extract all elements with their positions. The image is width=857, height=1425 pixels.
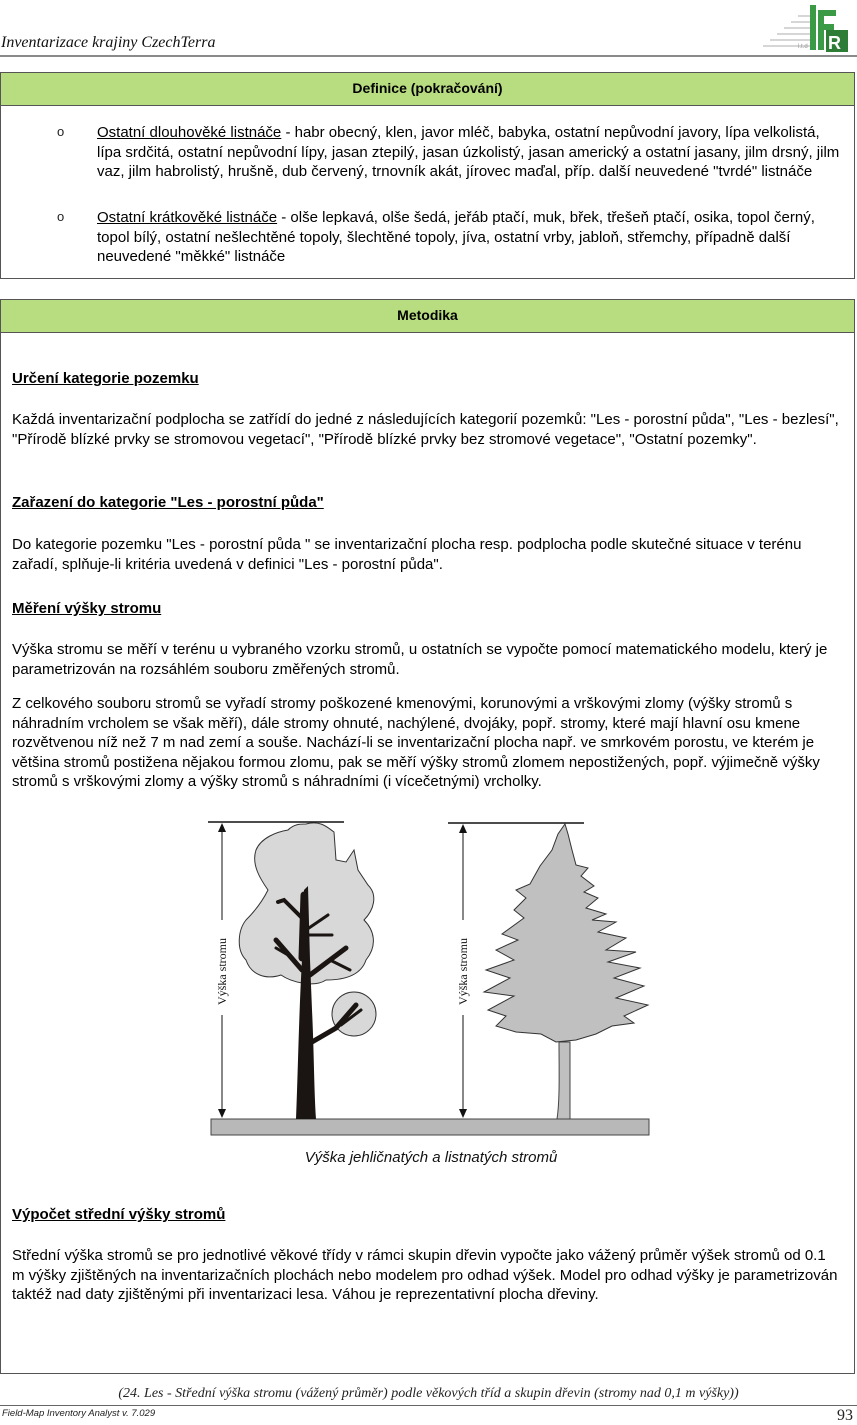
document-title: Inventarizace krajiny CzechTerra — [1, 34, 216, 51]
software-version: Field-Map Inventory Analyst v. 7.029 — [2, 1408, 156, 1419]
table-caption: (24. Les - Střední výška stromu (vážený průměr) podle věkových tříd a skupin dřevin (stromy nad 0,1 m výšky)) — [118, 1386, 739, 1401]
section-heading: Výpočet střední výšky stromů — [12, 1206, 226, 1223]
definitions-box — [0, 72, 855, 279]
left-height-label: Výška stromu — [215, 938, 229, 1005]
definition-description: - olše lepkavá, olše šedá, jeřáb ptačí, muk, břek, třešeň ptačí, osika, topol černý, topol bílý, ostatní nešlechtěné topoly, šlechtěné topoly, jíva, ostatní vrby, jabloň, střemchy, případně další neuvedené "měkké" listnáče — [97, 209, 815, 265]
page-number: 93 — [837, 1407, 853, 1424]
section-heading: Měření výšky stromu — [12, 600, 162, 617]
definition-term: Ostatní krátkověké listnáče — [97, 209, 278, 226]
svg-text:R: R — [828, 33, 841, 53]
paragraph: Výška stromu se měří v terénu u vybraného vzorku stromů, u ostatních se vypočte pomocí matematického modelu, který je parametrizován na rozsáhlém souboru změřených stromů. — [12, 641, 828, 678]
svg-text:l.t.d: l.t.d — [798, 44, 808, 50]
conifer-crown — [484, 824, 648, 1042]
bullet-marker: o — [57, 209, 65, 224]
definition-description: - habr obecný, klen, javor mléč, babyka, ostatní nepůvodní javory, lípa velkolistá, lípa srdčitá, ostatní nepůvodní lípy, jasan ztepilý, jasan úzkolistý, jasan americký a ostatní jasany, jilm drsný, jilm vaz, jilm habrolistý, hrušně, dub červený, trnovník akát, jírovec maďal, příp. další neuvedené "tvrdé" listnáče — [97, 124, 840, 180]
footer-divider — [0, 1405, 857, 1406]
section-heading: Určení kategorie pozemku — [12, 370, 199, 387]
methodology-box-title: Metodika — [1, 300, 854, 333]
paragraph: Do kategorie pozemku "Les - porostní půda " se inventarizační plocha resp. podplocha podle skutečné situace v terénu zařadí, splňuje-li kritéria uvedená v definici "Les - porostní půda". — [12, 536, 802, 573]
definitions-box-title: Definice (pokračování) — [1, 73, 854, 106]
paragraph: Střední výška stromů se pro jednotlivé věkové třídy v rámci skupin dřevin vypočte jako vážený průměr výšek stromů od 0.1 m výšky zjištěných na inventarizačních plochách nebo modelem pro odhad výšek. Model pro odhad výšky je parametrizován taktéž nad daty zjištěnými při inventarizaci lesa. Váhou je reprezentativní plocha dřeviny. — [12, 1247, 838, 1303]
definition-term: Ostatní dlouhověké listnáče — [97, 124, 282, 141]
right-height-label: Výška stromu — [456, 938, 470, 1005]
conifer-trunk — [557, 1042, 570, 1119]
ground-bar — [211, 1119, 649, 1135]
ifer-logo-icon — [758, 2, 854, 54]
tree-height-figure — [196, 810, 666, 1170]
section-heading: Zařazení do kategorie "Les - porostní půda" — [12, 494, 324, 511]
paragraph: Každá inventarizační podplocha se zatřídí do jedné z následujících kategorií pozemků: "Les - porostní půda", "Les - bezlesí", "Přírodě blízké prvky se stromovou vegetací", "Přírodě blízké prvky bez stromové vegetace", "Ostatní pozemky". — [12, 411, 839, 448]
header-divider — [0, 55, 857, 57]
methodology-box — [0, 299, 855, 1374]
figure-caption: Výška jehličnatých a listnatých stromů — [304, 1149, 558, 1166]
paragraph: Z celkového souboru stromů se vyřadí stromy poškozené kmenovými, korunovými a vrškovými zlomy (výšky stromů s náhradním vrcholem se však měří), dále stromy ohnuté, nachýlené, dvojáky, popř. stromy, které mají hlavní osu kmene rozvětvenou níž než 7 m nad zemí a souše. Nachází-li se inventarizační plocha např. ve smrkovém porostu, ve kterém je většina stromů postižena nějakou formou zlomu, pak se měří výšky stromů zlomem nepostižených, popř. výjimečně výšky stromů s vrškovými zlomy a výšky stromů s náhradními (i vícečetnými) vrcholky. — [12, 695, 820, 790]
bullet-marker: o — [57, 124, 65, 139]
